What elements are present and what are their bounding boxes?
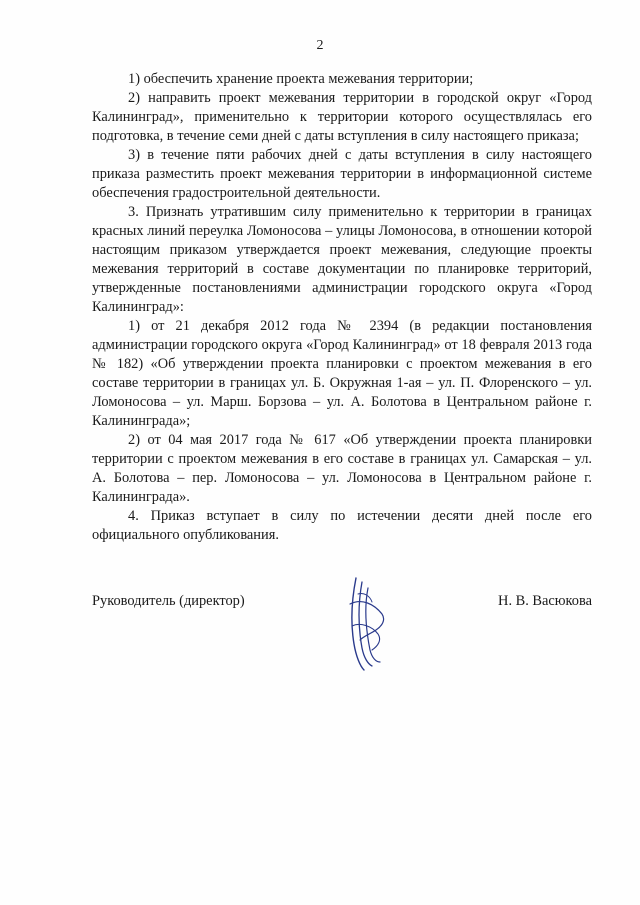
paragraph-resolution-2012: 1) от 21 декабря 2012 года № 2394 (в редакции постановления администрации городского округа «Город Калининград» от 18 февраля 2013 года № 182) «Об утверждении проекта планировки с проектом межевания в его составе территории в границах ул. Б. Окружная 1-ая – ул. П. Флоренского – ул. Ломоносова – ул. Марш. Борзова – ул. А. Болотова в Центральном районе г. Калининграда»; bbox=[92, 318, 592, 429]
handwritten-signature-icon bbox=[342, 574, 390, 674]
document-body bbox=[92, 70, 592, 545]
paragraph-storage: 1) обеспечить хранение проекта межевания территории; bbox=[128, 71, 474, 87]
signatory-name: Н. В. Васюкова bbox=[498, 593, 592, 609]
page-number: 2 bbox=[316, 38, 324, 53]
paragraph-publish-project: 3) в течение пяти рабочих дней с даты вступления в силу настоящего приказа разместить проект межевания территории в информационной системе обеспечения градостроительной деятельности. bbox=[92, 147, 592, 201]
paragraph-item-3: 3. Признать утратившим силу применительно к территории в границах красных линий переулка Ломоносова – улицы Ломоносова, в отношении которой настоящим приказом утверждается проект межевания, следующие проекты межевания территорий в составе документации по планировке территорий, утвержденные постановлениями администрации городского округа «Город Калининград»: bbox=[92, 204, 592, 315]
signatory-position: Руководитель (директор) bbox=[92, 593, 245, 609]
paragraph-item-4: 4. Приказ вступает в силу по истечении десяти дней после его официального опубликования. bbox=[92, 508, 592, 543]
paragraph-resolution-2017: 2) от 04 мая 2017 года № 617 «Об утверждении проекта планировки территории с проектом межевания в его составе в границах ул. Самарская – ул. А. Болотова – пер. Ломоносова – ул. Ломоносова в Центральном районе г. Калининграда». bbox=[92, 432, 592, 505]
paragraph-send-project: 2) направить проект межевания территории в городской округ «Город Калининград», применительно к территории которого осуществлялась его подготовка, в течение семи дней с даты вступления в силу настоящего приказа; bbox=[92, 90, 592, 144]
